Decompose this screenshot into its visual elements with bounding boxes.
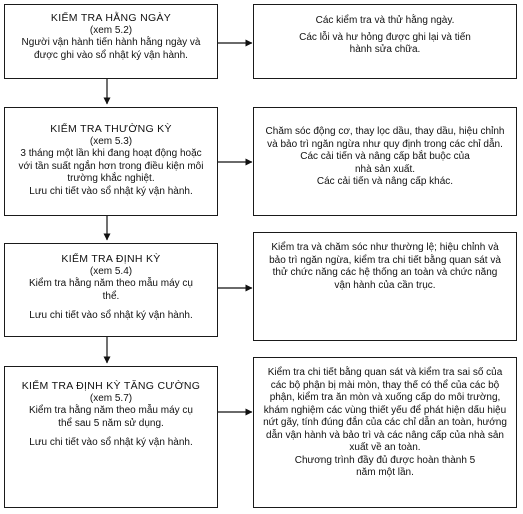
periodic-check-detail-box xyxy=(253,232,517,341)
box-title: KIỂM TRA HẰNG NGÀY xyxy=(50,12,172,24)
detail-text: Chương trình đầy đủ được hoàn thành 5 năm một lần. xyxy=(294,454,476,478)
box-text: Lưu chi tiết vào sổ nhật ký vận hành. xyxy=(29,310,193,321)
box-text: Người vận hành tiến hành hằng ngày và được ghi vào sổ nhật ký vận hành. xyxy=(21,37,201,61)
detail-text: Các cải tiến và nâng cấp bắt buộc của nhà sản xuất. xyxy=(300,151,470,175)
routine-check-box xyxy=(4,107,218,216)
box-text: Kiểm tra hằng năm theo mẫu máy cụ thể sau 5 năm sử dụng. xyxy=(29,405,193,429)
detail-text: Các lỗi và hư hỏng được ghi lại và tiến hành sửa chữa. xyxy=(299,31,471,55)
box-reference: (xem 5.7) xyxy=(89,392,133,404)
detail-text: Các cải tiến và nâng cấp khác. xyxy=(316,176,454,187)
routine-check-detail-box xyxy=(253,107,517,216)
box-title: KIỂM TRA ĐỊNH KỲ xyxy=(61,253,161,265)
box-title: KIỂM TRA THƯỜNG KỲ xyxy=(50,123,172,135)
box-reference: (xem 5.2) xyxy=(89,24,133,36)
detail-text: Các kiểm tra và thử hằng ngày. xyxy=(315,15,455,26)
box-text: Lưu chi tiết vào sổ nhật ký vận hành. xyxy=(29,437,193,448)
intensified-periodic-check-detail-box xyxy=(253,357,517,508)
detail-text: Kiểm tra và chăm sóc như thường lệ; hiệu chỉnh và bảo trì ngăn ngừa, kiểm tra chi tiết bằng quan sát và thử chức năng các hệ thống an toàn và chức năng vận hành của cần trục. xyxy=(269,242,501,291)
daily-check-box xyxy=(4,4,218,79)
detail-text: Chăm sóc động cơ, thay lọc dầu, thay dầu, hiệu chỉnh và bảo trì ngăn ngừa như quy định trong các chỉ dẫn. xyxy=(265,126,505,150)
box-title: KIỂM TRA ĐỊNH KỲ TĂNG CƯỜNG xyxy=(21,380,201,392)
box-text: 3 tháng một lần khi đang hoạt động hoặc với tần suất ngắn hơn trong điều kiện môi trường khắc nghiệt. xyxy=(18,148,204,184)
detail-text: Kiểm tra chi tiết bằng quan sát và kiểm tra sai số của các bộ phận bị mài mòn, thay thế có thể của các bộ phận, kiểm tra ăn mòn và xuống cấp do môi trường, khám nghiệm các vùng thiết yếu để phát hiện dấu hiệu nứt gãy, tính đúng đắn của các chỉ dẫn an toàn, hướng dẫn vận hành và bảo trì và các nâng cấp của nhà sản xuất về an toàn. xyxy=(263,367,507,453)
box-reference: (xem 5.3) xyxy=(89,135,133,147)
box-text: Kiểm tra hằng năm theo mẫu máy cụ thể. xyxy=(29,278,193,302)
box-text: Lưu chi tiết vào sổ nhật ký vận hành. xyxy=(29,185,193,197)
intensified-periodic-check-box xyxy=(4,366,218,508)
periodic-check-box xyxy=(4,243,218,337)
daily-check-detail-box xyxy=(253,4,517,79)
box-reference: (xem 5.4) xyxy=(89,265,133,277)
